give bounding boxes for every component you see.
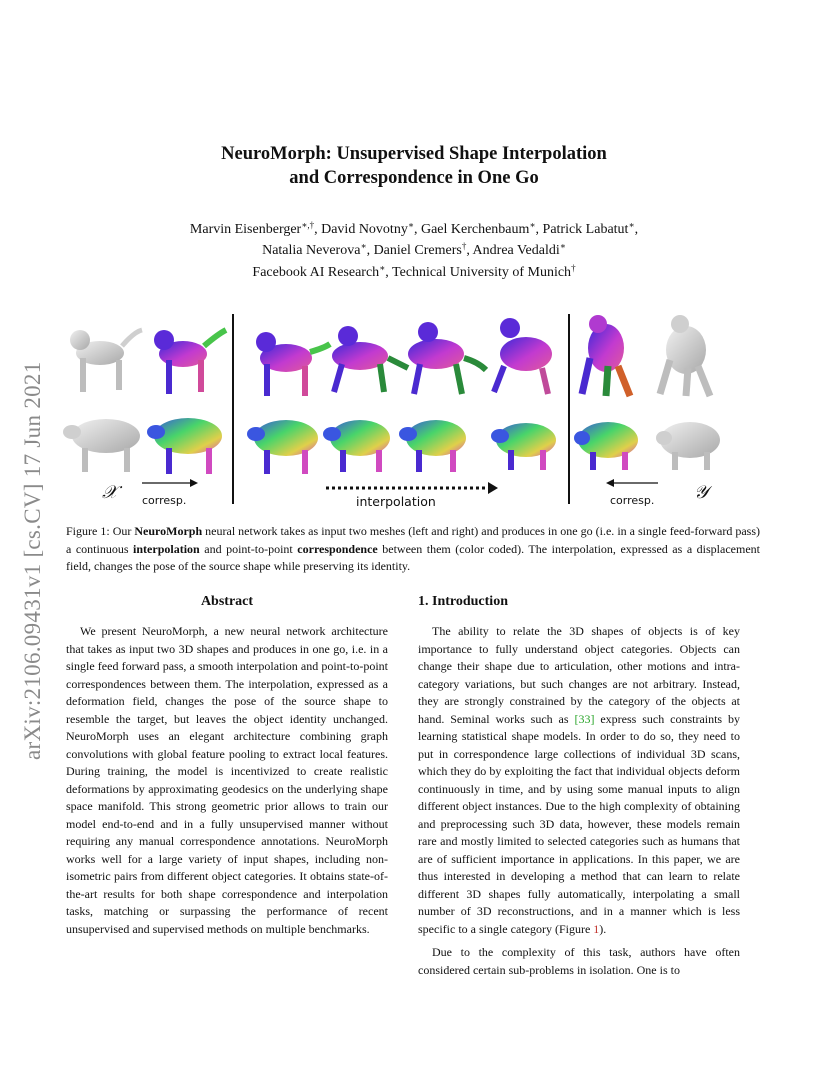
author-mark: ∗ xyxy=(529,220,536,230)
source-shape-symbol: 𝒳 xyxy=(102,482,118,503)
affiliations xyxy=(0,263,828,283)
author-name: Daniel Cremers xyxy=(373,243,462,258)
figure-1-caption xyxy=(66,523,760,576)
cow-interp-3 xyxy=(399,420,466,472)
cat-interp-4 xyxy=(494,318,552,394)
citation-link[interactable]: [33] xyxy=(574,711,595,726)
cow-interp-2 xyxy=(323,420,390,472)
cat-interp-2 xyxy=(332,326,408,392)
caption-text-2: and point-to-point xyxy=(199,541,298,556)
caption-bold-neuromorph: NeuroMorph xyxy=(134,524,203,538)
caption-bold-correspondence: correspondence xyxy=(297,541,378,556)
author-sep: , xyxy=(366,243,374,258)
figure-reference-link[interactable]: 1 xyxy=(593,921,600,936)
author-name: Andrea Vedaldi xyxy=(472,243,560,258)
author-sep: , xyxy=(314,222,322,237)
caption-text-3: between them (color coded). The interpolation, expressed as a displacement field, changes the pose of the source shape while preserving its identity. xyxy=(66,541,760,573)
abstract-paragraph: We present NeuroMorph, a new neural network architecture that takes as input two 3D shapes and produces in one go, i.e. in a single feed forward pass, a smooth interpolation and point-to-point correspondences between them. The interpolation, expressed as a deformation field, changes the pose of the source shape to resemble the target, but leaves the object identity unchanged. NeuroMorph uses an elegant architecture combining graph convolutions with global feature pooling to extract local features. During training, the model is incentivized to create realistic deformations by approximating geodesics on the underlying shape space manifold. This strong geometric prior allows to train our model end-to-end and in a fully unsupervised manner without requiring any manual correspondence annotations. NeuroMorph works well for a large variety of input shapes, including non-isometric pairs from different object categories. It obtains state-of-the-art results for both shape correspondence and interpolation tasks, matching or surpassing the performance of recent unsupervised and supervised methods on multiple benchmarks. xyxy=(66,624,388,936)
right-corresp-label: corresp. xyxy=(610,494,655,507)
author-name: Marvin Eisenberger xyxy=(189,222,302,237)
figure-1 xyxy=(58,308,748,518)
introduction-paragraph-2: Due to the complexity of this task, authors have often considered certain sub-problems in isolation. One is to xyxy=(418,945,740,977)
affiliation-name: Technical University of Munich xyxy=(392,265,572,280)
author-sep: , xyxy=(466,243,473,258)
interpolation-arrow-head xyxy=(488,482,498,494)
introduction-paragraph-1 xyxy=(418,623,740,938)
pig-colored xyxy=(574,422,638,470)
author-line-2 xyxy=(0,240,828,261)
author-sep: , xyxy=(535,222,543,237)
title-line-2: and Correspondence in One Go xyxy=(289,168,539,188)
author-list xyxy=(0,219,828,261)
author-line-1 xyxy=(0,219,828,240)
cow-interp-4 xyxy=(491,423,556,470)
author-mark: ∗ xyxy=(628,220,635,230)
caption-bold-interpolation: interpolation xyxy=(133,541,200,556)
cow-interp-1 xyxy=(247,420,318,474)
author-mark: ∗ xyxy=(360,241,367,251)
gorilla-target-gray xyxy=(660,315,710,396)
introduction-heading: 1. Introduction xyxy=(418,594,508,609)
affiliation-name: Facebook AI Research xyxy=(252,265,380,280)
cat-colored-1 xyxy=(154,330,226,394)
author-sep: , xyxy=(413,222,421,237)
corresp-arrow-left-head xyxy=(190,479,198,487)
author-mark: † xyxy=(461,241,467,251)
intro-text-c: ). xyxy=(599,921,607,936)
abstract-column xyxy=(66,623,388,938)
affiliation-mark: † xyxy=(571,263,576,273)
cat-source-gray xyxy=(70,330,142,392)
intro-text-a: The ability to relate the 3D shapes of objects is of key importance to fully understand object categories. Objects can change their shape due to articulation, other motions and intra-category variations, but such changes are not arbitrary. Instead, they are strongly constrained by the category of the objects at hand. Seminal works such as xyxy=(418,624,740,726)
abstract-heading: Abstract xyxy=(200,594,254,609)
author-mark: ∗ xyxy=(407,220,414,230)
cow-source-gray xyxy=(63,419,140,472)
pig-target-gray xyxy=(656,422,720,470)
left-corresp-label: corresp. xyxy=(142,494,187,507)
cat-interp-1 xyxy=(256,332,330,396)
affiliation-mark: ∗ xyxy=(379,263,386,273)
intro-text-b: express such constraints by learning statistical shape models. In order to do so, they need to put in correspondence large collections of individual 3D scans, which they do by exploiting the fact that individual objects deform continuously in time, and by using some manual inputs to align different object instances. Due to the high complexity of obtaining and preprocessing such 3D data, however, these models remain rare and mostly limited to selected categories such as humans that are of sufficient importance in applications. In this paper, we are thus interested in developing a method that can learn to relate different 3D shapes fully automatically, interpolating a small number of 3D reconstructions, and in a manner which is less specific to a single category (Figure xyxy=(418,711,740,936)
author-name: Natalia Neverova xyxy=(262,243,361,258)
corresp-arrow-right-head xyxy=(606,479,614,487)
introduction-column xyxy=(418,623,740,979)
paper-title xyxy=(0,142,828,190)
affiliation-sep: , xyxy=(385,265,393,280)
author-mark: ∗,† xyxy=(301,220,315,230)
author-sep: , xyxy=(634,222,639,237)
author-name: David Novotny xyxy=(321,222,408,237)
author-name: Patrick Labatut xyxy=(542,222,629,237)
target-shape-symbol: 𝒴 xyxy=(694,482,709,503)
arxiv-identifier-stamp: arXiv:2106.09431v1 [cs.CV] 17 Jun 2021 xyxy=(20,361,45,760)
figure-1-illustration xyxy=(58,308,748,518)
author-mark: ∗ xyxy=(559,241,566,251)
author-name: Gael Kerchenbaum xyxy=(420,222,530,237)
caption-prefix: Figure 1: Our xyxy=(66,524,135,538)
title-line-1: NeuroMorph: Unsupervised Shape Interpolation xyxy=(221,144,607,164)
gorilla-colored xyxy=(582,315,630,396)
cow-colored-1 xyxy=(147,418,222,474)
caption-text-1: neural network takes as input two meshes (left and right) and produces in one go (i.e. in a single feed-forward pass) a continuous xyxy=(66,524,760,556)
interpolation-label: interpolation xyxy=(356,494,436,509)
cat-interp-3 xyxy=(408,322,486,394)
